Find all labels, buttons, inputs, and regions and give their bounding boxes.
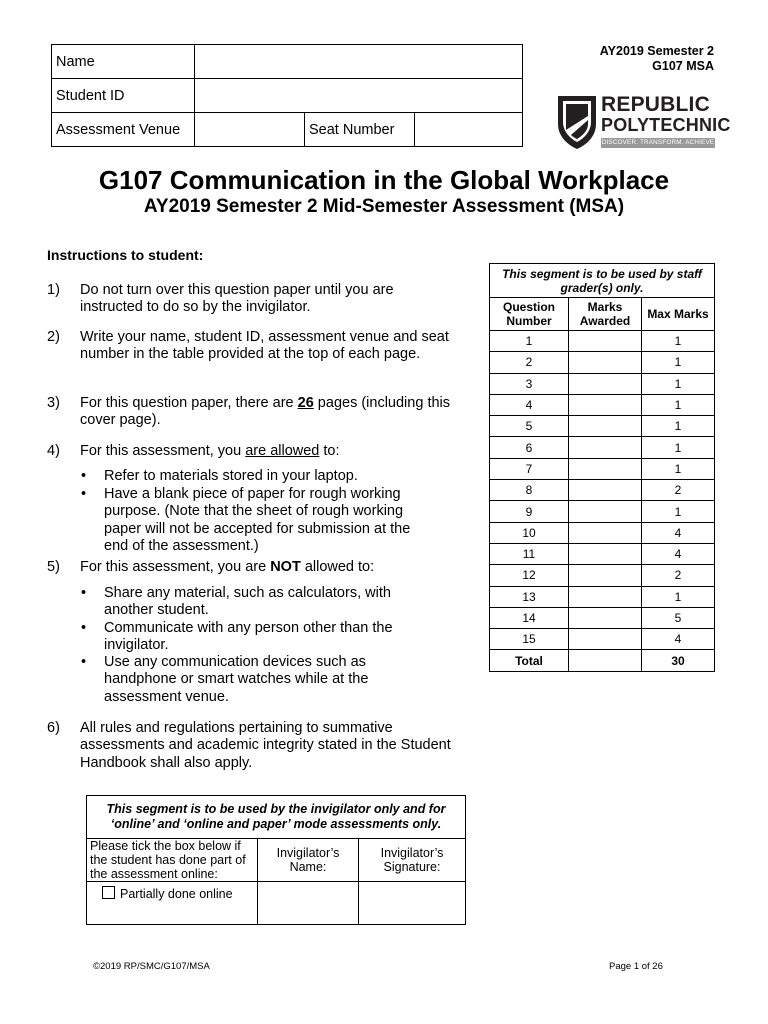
marks-table [489,263,715,672]
venue-label: Assessment Venue [52,113,195,147]
marks-awarded-cell[interactable] [569,501,642,522]
marks-awarded-cell[interactable] [569,416,642,437]
instructions-heading: Instructions to student: [47,247,204,263]
bullet-text: Have a blank piece of paper for rough working purpose. (Note that the sheet of rough working paper will not be accepted for submission at the end of the assessment.) [104,486,411,554]
max-marks: 1 [642,373,715,394]
marks-row [490,458,715,479]
question-number: 15 [490,629,569,650]
marks-awarded-cell[interactable] [569,586,642,607]
marks-awarded-cell[interactable] [569,331,642,352]
question-number: 13 [490,586,569,607]
marks-row [490,416,715,437]
col-max-header: Max Marks [642,298,715,331]
item-number: 2) [47,329,60,345]
item-text: Write your name, student ID, assessment venue and seat number in the table provided at the top of each page. [80,329,449,363]
question-number: 10 [490,522,569,543]
total-label: Total [490,650,569,671]
item-text-pre: For this assessment, you are [80,559,271,575]
marks-awarded-cell[interactable] [569,373,642,394]
col-question-header: Question Number [490,298,569,331]
question-number: 5 [490,416,569,437]
marks-awarded-cell[interactable] [569,565,642,586]
marks-awarded-cell[interactable] [569,522,642,543]
marks-table-body [490,331,715,650]
marks-row [490,480,715,501]
question-number: 7 [490,458,569,479]
marks-awarded-cell[interactable] [569,352,642,373]
bullet-text: Use any communication devices such as handphone or smart watches while at the assessment venue. [104,654,369,705]
item-text-post: allowed to: [300,559,375,575]
document-title: G107 Communication in the Global Workplace [98,165,670,195]
item-text [80,395,460,430]
logo-line-2: POLYTECHNIC [601,115,731,135]
question-number: 1 [490,331,569,352]
marks-awarded-cell[interactable] [569,543,642,564]
col-awarded-header: Marks Awarded [569,298,642,331]
question-number: 8 [490,480,569,501]
tick-instruction: Please tick the box below if the student has done part of the assessment online: [87,839,258,882]
item-text-pre: For this question paper, there are [80,395,298,411]
item-text [80,443,460,460]
footer-page-number: Page 1 of 26 [609,961,663,972]
bullet-icon: • [81,468,87,484]
item-number: 5) [47,559,60,575]
invigilator-name-field[interactable] [258,882,359,925]
item-text-post: to: [319,443,340,459]
max-marks: 1 [642,501,715,522]
marks-row [490,394,715,415]
max-marks: 1 [642,458,715,479]
total-max: 30 [642,650,715,671]
max-marks: 2 [642,480,715,501]
max-marks: 1 [642,352,715,373]
student-id-field[interactable] [195,79,523,113]
bullet-text: Communicate with any person other than the invigilator. [104,620,393,654]
question-number: 14 [490,607,569,628]
invigilator-name-label: Invigilator’s Name: [258,839,359,882]
not-emphasis: NOT [270,559,301,575]
bullet-icon: • [81,654,87,670]
shield-emblem-icon [556,94,598,150]
header-meta [560,44,714,74]
question-number: 4 [490,394,569,415]
marks-awarded-cell[interactable] [569,394,642,415]
marks-awarded-cell[interactable] [569,437,642,458]
document-subtitle: AY2019 Semester 2 Mid-Semester Assessment (MSA) [143,196,625,217]
seat-label: Seat Number [305,113,415,147]
max-marks: 4 [642,522,715,543]
allowed-emphasis: are allowed [245,443,320,459]
max-marks: 4 [642,543,715,564]
invigilator-table [86,795,466,925]
marks-row [490,331,715,352]
item-number: 1) [47,282,60,298]
republic-polytechnic-logo [556,93,731,150]
item-text: Do not turn over this question paper until you are instructed to do so by the invigilator. [80,282,394,316]
item-text-post: pages (including this cover page). [80,395,451,429]
invigilator-signature-label: Invigilator’s Signature: [359,839,466,882]
marks-row [490,352,715,373]
marks-segment-note: This segment is to be used by staff grader(s) only. [490,264,715,298]
bullet-text: Share any material, such as calculators, with another student. [104,585,391,619]
total-awarded-cell[interactable] [569,650,642,671]
marks-awarded-cell[interactable] [569,607,642,628]
max-marks: 1 [642,394,715,415]
item-text [80,559,460,576]
logo-tagline: DISCOVER. TRANSFORM. ACHIEVE [601,139,715,146]
course-code-text: G107 MSA [652,59,714,73]
question-number: 11 [490,543,569,564]
marks-row [490,607,715,628]
question-number: 12 [490,565,569,586]
item-number: 6) [47,720,60,736]
partially-online-checkbox[interactable] [102,886,115,899]
marks-row [490,586,715,607]
marks-row [490,373,715,394]
max-marks: 1 [642,331,715,352]
marks-row [490,437,715,458]
item-number: 4) [47,443,60,459]
max-marks: 1 [642,437,715,458]
bullet-icon: • [81,486,87,502]
name-label: Name [52,45,195,79]
semester-text: AY2019 Semester 2 [599,44,714,58]
question-number: 3 [490,373,569,394]
question-number: 9 [490,501,569,522]
bullet-text: Refer to materials stored in your laptop. [104,468,358,484]
seat-field[interactable] [415,113,523,147]
marks-row [490,543,715,564]
question-number: 6 [490,437,569,458]
invigilator-segment-note: This segment is to be used by the invigilator only and for ‘online’ and ‘online and paper’ mode assessments only. [87,796,466,839]
student-id-label: Student ID [52,79,195,113]
marks-row [490,629,715,650]
page-count: 26 [297,395,314,411]
item-text: All rules and regulations pertaining to summative assessments and academic integrity stated in the Student Handbook shall also apply. [80,720,451,771]
item-number: 3) [47,395,60,411]
marks-row [490,565,715,586]
max-marks: 5 [642,607,715,628]
name-field[interactable] [195,45,523,79]
marks-awarded-cell[interactable] [569,480,642,501]
marks-row [490,522,715,543]
marks-awarded-cell[interactable] [569,458,642,479]
student-details-table [51,44,523,147]
max-marks: 4 [642,629,715,650]
question-number: 2 [490,352,569,373]
invigilator-signature-field[interactable] [359,882,466,925]
marks-row [490,501,715,522]
footer-copyright: ©2019 RP/SMC/G107/MSA [93,961,210,972]
partially-online-cell [87,882,258,925]
marks-awarded-cell[interactable] [569,629,642,650]
bullet-icon: • [81,620,87,636]
checkbox-label: Partially done online [120,887,233,901]
max-marks: 1 [642,416,715,437]
max-marks: 2 [642,565,715,586]
logo-line-1: REPUBLIC [601,93,710,116]
venue-field[interactable] [195,113,305,147]
item-text-pre: For this assessment, you [80,443,246,459]
bullet-icon: • [81,585,87,601]
max-marks: 1 [642,586,715,607]
